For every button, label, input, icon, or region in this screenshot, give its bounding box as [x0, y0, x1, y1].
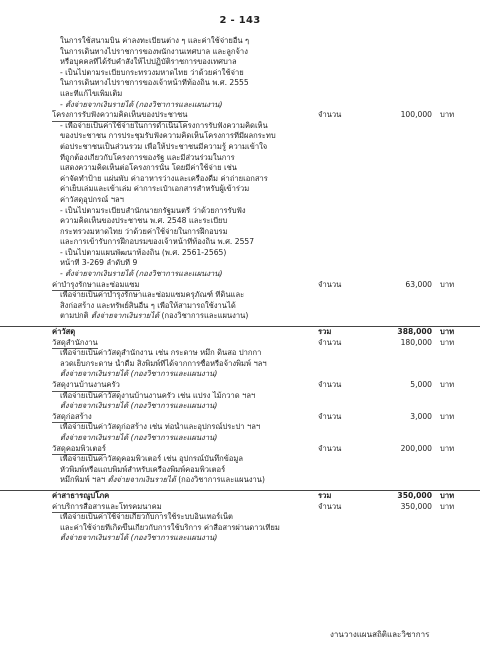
text-line-content [60, 311, 248, 322]
text-line [0, 131, 480, 142]
item-row [0, 110, 480, 121]
description-text: หรือบุคคลที่ได้รับคำสั่งให้ไปปฏิบัติราชการของเทศบาล [60, 57, 237, 67]
item-title: โครงการรับฟังความคิดเห็นของประชาชน [52, 110, 188, 122]
description-text: ค่าเย็บเล่มและเข้าเล่ม ค่าการะเป๋าเอกสารสำหรับผู้เข้าร่วม [60, 184, 250, 194]
text-line [0, 206, 480, 217]
currency-unit: บาท [440, 337, 455, 347]
currency-unit: บาท [440, 411, 455, 421]
description-text: ลวดเย็บกระดาษ น้ำดื่ม สิ่งพิมพ์ที่ได้จากการซื้อหรือจ้างพิมพ์ ฯลฯ [60, 358, 267, 368]
currency-unit: บาท [440, 327, 455, 337]
description-text: ในการเดินทางไปราชการของเจ้าหน้าที่ท้องถิ่น พ.ศ. 2555 [60, 78, 249, 88]
text-line [0, 153, 480, 164]
item-row [0, 412, 480, 423]
amount-value: 100,000 [400, 110, 432, 120]
item-row [0, 502, 480, 513]
description-text: เพื่อจ่ายเป็นค่าวัสดุงานบ้านงานครัว เช่น แปรง ไม้กวาด ฯลฯ [60, 390, 256, 400]
description-text: - เป็นไปตามแผนพัฒนาท้องถิ่น (พ.ศ. 2561-2565) [60, 247, 227, 257]
description-text: ในการเดินทางไปราชการของพนักงานเทศบาล และลูกจ้าง [60, 46, 248, 56]
text-line [0, 465, 480, 476]
description-text: เพื่อจ่ายเป็นค่าบำรุงรักษาและซ่อมแซมครุภัณฑ์ ที่ดินและ [60, 290, 245, 300]
amount-value: 388,000 [397, 327, 432, 337]
description-text: ของประชาชน การประชุมรับฟังความคิดเห็นโครงการที่มีผลกระทบ [60, 131, 276, 141]
text-line-content [60, 475, 265, 486]
text-line [0, 174, 480, 185]
text-line [0, 216, 480, 227]
description-text: หน้าที่ 3-269 ลำดับที่ 9 [60, 258, 138, 268]
description-text: เพื่อจ่ายเป็นค่าวัสดุสำนักงาน เช่น กระดาษ หมึก ดินสอ ปากกา [60, 348, 262, 358]
amount-value: 3,000 [410, 411, 432, 421]
amount-label: จำนวน [318, 380, 342, 389]
amount-value: 5,000 [410, 380, 432, 389]
amount-label: จำนวน [318, 337, 342, 347]
description-text: - เป็นไปตามระเบียบกระทรวงมหาดไทย ว่าด้วยค่าใช้จ่าย [60, 67, 244, 77]
source-of-funds: ตั้งจ่ายจากเงินรายได้ (กองวิชาการและแผนงาน) [60, 401, 218, 411]
text-line [0, 36, 480, 47]
amount-label: จำนวน [318, 443, 342, 453]
description-text: - เป็นไปตามระเบียบสำนักนายกรัฐมนตรี ว่าด้วยการรับฟัง [60, 205, 246, 215]
item-title: วัสดุก่อสร้าง [52, 412, 92, 424]
text-line [0, 311, 480, 322]
description-text: เพื่อจ่ายเป็นค่าวัสดุก่อสร้าง เช่น ท่อน้ำและอุปกรณ์ประปา ฯลฯ [60, 422, 261, 432]
total-label: รวม [318, 327, 332, 337]
description-text: และการเข้ารับการฝึกอบรมของเจ้าหน้าที่ท้องถิ่น พ.ศ. 2557 [60, 237, 255, 247]
source-of-funds: ตั้งจ่ายจากเงินรายได้ (กองวิชาการและแผนงาน) [60, 533, 218, 543]
text-line [0, 422, 480, 433]
item-row [0, 338, 480, 349]
description-text: ค่าวัสดุอุปกรณ์ ฯลฯ [60, 194, 124, 204]
text-line [0, 121, 480, 132]
description-text: และที่แก้ไขเพิ่มเติม [60, 88, 123, 98]
currency-unit: บาท [440, 110, 455, 120]
description-text: ค่าจัดทำป้าย แผ่นพับ ค่าอาหารว่างและเครื่องดื่ม ค่าถ่ายเอกสาร [60, 173, 268, 183]
amount-label: จำนวน [318, 501, 342, 511]
page-number: 2 - 143 [219, 15, 261, 26]
text-line [0, 248, 480, 259]
description-text: ความคิดเห็นของประชาชน พ.ศ. 2548 และระเบียบ [60, 216, 228, 226]
total-row [0, 326, 480, 338]
text-line [0, 100, 480, 111]
source-of-funds: - ตั้งจ่ายจากเงินรายได้ (กองวิชาการและแผนงาน) [60, 99, 223, 109]
description-text: เพื่อจ่ายเป็นค่าวัสดุคอมพิวเตอร์ เช่น อุปกรณ์บันทึกข้อมูล [60, 454, 244, 464]
currency-unit: บาท [440, 279, 455, 289]
text-line [0, 454, 480, 465]
text-line [0, 401, 480, 412]
description-text: ที่ถูกต้องเกี่ยวกับโครงการของรัฐ และมีส่วนร่วมในการ [60, 152, 235, 162]
text-line [0, 68, 480, 79]
description-text: เพื่อจ่ายเป็นค่าใช้จ่ายเกี่ยวกับการใช้ระบบอินเทอร์เน็ต [60, 512, 233, 522]
description-text: และค่าใช้จ่ายที่เกิดขึ้นเกี่ยวกับการใช้บริการ ค่าสื่อสารผ่านดาวเทียม [60, 522, 280, 532]
source-of-funds: - ตั้งจ่ายจากเงินรายได้ (กองวิชาการและแผนงาน) [60, 269, 223, 279]
amount-label: จำนวน [318, 110, 342, 120]
text-line [0, 184, 480, 195]
amount-value: 350,000 [400, 501, 432, 511]
text-line [0, 359, 480, 370]
text-line [0, 523, 480, 534]
text-line [0, 227, 480, 238]
text-line [0, 78, 480, 89]
amount-value: 63,000 [405, 279, 432, 289]
text-line [0, 258, 480, 269]
total-label: รวม [318, 490, 332, 500]
text-plain: (กองวิชาการและแผนงาน) [175, 475, 265, 485]
total-row [0, 490, 480, 502]
text-line [0, 348, 480, 359]
description-text: - เพื่อจ่ายเป็นค่าใช้จ่ายในการดำเนินโครงการรับฟังความคิดเห็น [60, 120, 268, 130]
currency-unit: บาท [440, 490, 455, 500]
item-row [0, 444, 480, 455]
amount-label: จำนวน [318, 411, 342, 421]
category-title: ค่าวัสดุ [52, 327, 76, 337]
text-plain: ตามปกติ [60, 311, 91, 321]
item-row [0, 380, 480, 391]
amount-label: จำนวน [318, 279, 342, 289]
description-text: ต่อประชาชนเป็นส่วนรวม เพื่อให้ประชาชนมีความรู้ ความเข้าใจ [60, 141, 268, 151]
text-line [0, 195, 480, 206]
description-text: สิ่งก่อสร้าง และทรัพย์สินอื่น ๆ เพื่อให้สามารถใช้งานได้ [60, 300, 236, 310]
text-line [0, 533, 480, 544]
text-line [0, 290, 480, 301]
text-line [0, 512, 480, 523]
text-line [0, 163, 480, 174]
footer-department: งานวางแผนสถิติและวิชาการ [330, 630, 430, 639]
text-line [0, 57, 480, 68]
amount-value: 350,000 [397, 490, 432, 500]
source-of-funds: ตั้งจ่ายจากเงินรายได้ [90, 311, 160, 321]
item-title: วัสดุคอมพิวเตอร์ [52, 444, 106, 456]
source-of-funds: ตั้งจ่ายจากเงินรายได้ [107, 475, 176, 485]
document-body [0, 36, 480, 544]
text-line [0, 269, 480, 280]
category-title: ค่าสาธารณูปโภค [52, 490, 110, 500]
text-line [0, 89, 480, 100]
text-line [0, 47, 480, 58]
amount-value: 200,000 [400, 443, 432, 453]
item-title: วัสดุงานบ้านงานครัว [52, 380, 120, 392]
text-line [0, 237, 480, 248]
item-title: ค่าบริการสื่อสารและโทรคมนาคม [52, 502, 162, 514]
text-line [0, 391, 480, 402]
description-text: ในการใช้สนามบิน ค่าลงทะเบียนต่าง ๆ และค่าใช้จ่ายอื่น ๆ [60, 36, 250, 45]
currency-unit: บาท [440, 443, 455, 453]
source-of-funds: ตั้งจ่ายจากเงินรายได้ (กองวิชาการและแผนงาน) [60, 432, 218, 442]
text-plain: หมึกพิมพ์ ฯลฯ [60, 475, 108, 485]
item-row [0, 280, 480, 291]
text-line [0, 369, 480, 380]
text-line [0, 301, 480, 312]
description-text: แสดงความคิดเห็นต่อโครงการนั้น โดยมีค่าใช้จ่าย เช่น [60, 163, 237, 173]
currency-unit: บาท [440, 501, 455, 511]
text-line [0, 433, 480, 444]
text-line [0, 475, 480, 486]
description-text: หัวพิมพ์หรือแถบพิมพ์สำหรับเครื่องพิมพ์คอมพิวเตอร์ [60, 464, 226, 474]
source-of-funds: ตั้งจ่ายจากเงินรายได้ (กองวิชาการและแผนงาน) [60, 369, 218, 379]
item-title: วัสดุสำนักงาน [52, 338, 98, 350]
text-line [0, 142, 480, 153]
amount-value: 180,000 [400, 337, 432, 347]
currency-unit: บาท [440, 380, 455, 389]
item-title: ค่าบำรุงรักษาและซ่อมแซม [52, 280, 140, 292]
description-text: กระทรวงมหาดไทย ว่าด้วยค่าใช้จ่ายในการฝึกอบรม [60, 226, 228, 236]
text-plain: (กองวิชาการและแผนงาน) [159, 311, 249, 321]
